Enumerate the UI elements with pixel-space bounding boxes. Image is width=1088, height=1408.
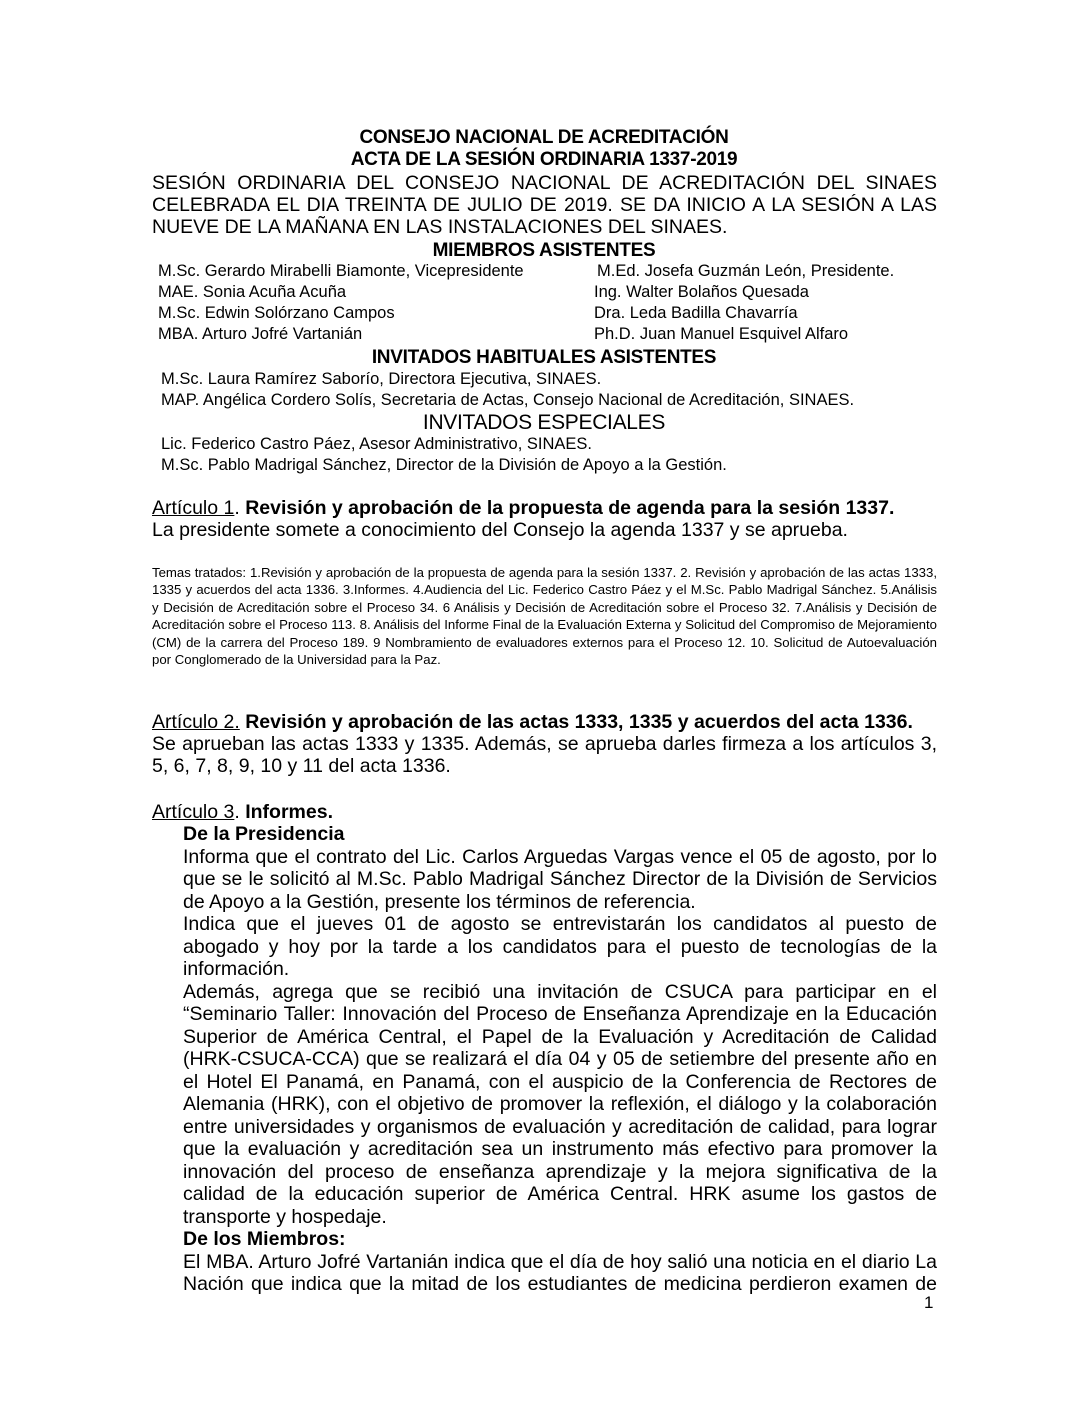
guests-heading: INVITADOS HABITUALES ASISTENTES [371,347,717,368]
article-2-label: Artículo 2. [152,711,240,733]
article-2 [152,711,937,777]
session-intro: SESIÓN ORDINARIA DEL CONSEJO NACIONAL DE ACREDITACIÓN DEL SINAES CELEBRADA EL DIA TREINTA DE JULIO DE 2019. SE DA INICIO A LA SESIÓN A LAS NUEVE DE LA MAÑANA EN LAS INSTALACIONES DEL SINAES. [152,172,937,238]
members-heading: MIEMBROS ASISTENTES [432,240,656,261]
article-2-text: Se aprueban las actas 1333 y 1335. Además, se aprueba darles firmeza a los artículos 3, 5, 6, 7, 8, 9, 10 y 11 del acta 1336. [152,733,937,777]
member-left-1: M.Sc. Gerardo Mirabelli Biamonte, Vicepresidente [158,262,524,280]
member-left-4: MBA. Arturo Jofré Vartanián [158,325,363,343]
topics-summary: Temas tratados: 1.Revisión y aprobación de la propuesta de agenda para la sesión 1337. 2. Revisión y aprobación de las actas 1333, 1335 y acuerdos del acta 1336. 3.Informes. 4.Audiencia del Lic. Federico Castro Páez y el M.Sc. Pablo Madrigal Sánchez. 5.Análisis y Decisión de Acreditación sobre el Proceso 34. 6 Análisis y Decisión de Acreditación sobre el Proceso 32. 7.Análisis y Decisión de Acreditación sobre el Proceso 113. 8. Análisis del Informe Final de la Evaluación Externa y Solicitud del Compromiso de Mejoramiento (CM) de la carrera del Proceso 189. 9 Nombramiento de evaluadores externos para el Proceso 12. 10. Solicitud de Autoevaluación por Conglomerado de la Universidad para la Paz. [152,565,937,668]
article-2-title: Revisión y aprobación de las actas 1333, 1335 y acuerdos del acta 1336. [245,711,913,733]
special-guest-1: Lic. Federico Castro Páez, Asesor Administrativo, SINAES. [161,435,593,453]
members-paragraph-1: El MBA. Arturo Jofré Vartanián indica que el día de hoy salió una noticia en el diario La Nación que indica que la mitad de los estudiantes de medicina perdieron examen de [183,1250,937,1295]
member-right-3: Dra. Leda Badilla Chavarría [594,304,798,322]
article-3-heading: Artículo 3. Informes. [152,801,333,823]
presidency-paragraph-2: Indica que el jueves 01 de agosto se entrevistarán los candidatos al puesto de abogado y hoy por la tarde a los candidatos para el puesto de tecnologías de la información. [183,913,937,980]
org-title: CONSEJO NACIONAL DE ACREDITACIÓN [359,127,729,148]
article-3-body [183,823,937,1296]
member-right-2: Ing. Walter Bolaños Quesada [594,283,809,301]
article-1-label: Artículo 1 [152,497,235,519]
members-subheading: De los Miembros: [183,1228,346,1250]
special-guests-heading: INVITADOS ESPECIALES [422,411,666,434]
presidency-heading: De la Presidencia [183,823,345,845]
presidency-paragraph-3: Además, agrega que se recibió una invitación de CSUCA para participar en el “Seminario Taller: Innovación del Proceso de Enseñanza Aprendizaje en la Educación Superior de América Central, el Papel de la Evaluación y Acreditación de Calidad (HRK-CSUCA-CCA) que se realizará el día 04 y 05 de setiembre del presente año en el Hotel El Panamá, en Panamá, con el auspicio de la Conferencia de Rectores de Alemania (HRK), con el objetivo de promover la reflexión, el diálogo y la colaboración entre universidades y organismos de evaluación y acreditación de calidad, para lograr que la evaluación y acreditación sea un instrumento más efectivo para promover la innovación del proceso de enseñanza aprendizaje y la mejora significativa de la calidad de la educación superior de América Central. HRK asume los gastos de transporte y hospedaje. [183,980,937,1228]
article-3-label: Artículo 3 [152,801,235,823]
acta-title: ACTA DE LA SESIÓN ORDINARIA 1337-2019 [350,149,738,170]
article-1: Artículo 1. Revisión y aprobación de la propuesta de agenda para la sesión 1337. La presidente somete a conocimiento del Consejo la agenda 1337 y se aprueba. [152,497,937,541]
member-left-3: M.Sc. Edwin Solórzano Campos [158,304,395,322]
special-guest-2: M.Sc. Pablo Madrigal Sánchez, Director de la División de Apoyo a la Gestión. [161,456,727,474]
presidency-paragraph-1: Informa que el contrato del Lic. Carlos Arguedas Vargas vence el 05 de agosto, por lo que se le solicitó al M.Sc. Pablo Madrigal Sánchez Director de la División de Servicios de Apoyo a la Gestión, presente los términos de referencia. [183,845,937,913]
article-1-text: La presidente somete a conocimiento del Consejo la agenda 1337 y se aprueba. [152,519,848,541]
member-right-1: M.Ed. Josefa Guzmán León, Presidente. [597,262,895,280]
guest-2: MAP. Angélica Cordero Solís, Secretaria de Actas, Consejo Nacional de Acreditación, SINAES. [161,391,855,409]
page-number: 1 [924,1293,934,1312]
member-left-2: MAE. Sonia Acuña Acuña [158,283,347,301]
guest-1: M.Sc. Laura Ramírez Saborío, Directora Ejecutiva, SINAES. [161,370,602,388]
member-right-4: Ph.D. Juan Manuel Esquivel Alfaro [594,325,849,343]
article-1-title: Revisión y aprobación de la propuesta de agenda para la sesión 1337. [245,497,895,519]
article-3-title: Informes. [245,801,333,823]
